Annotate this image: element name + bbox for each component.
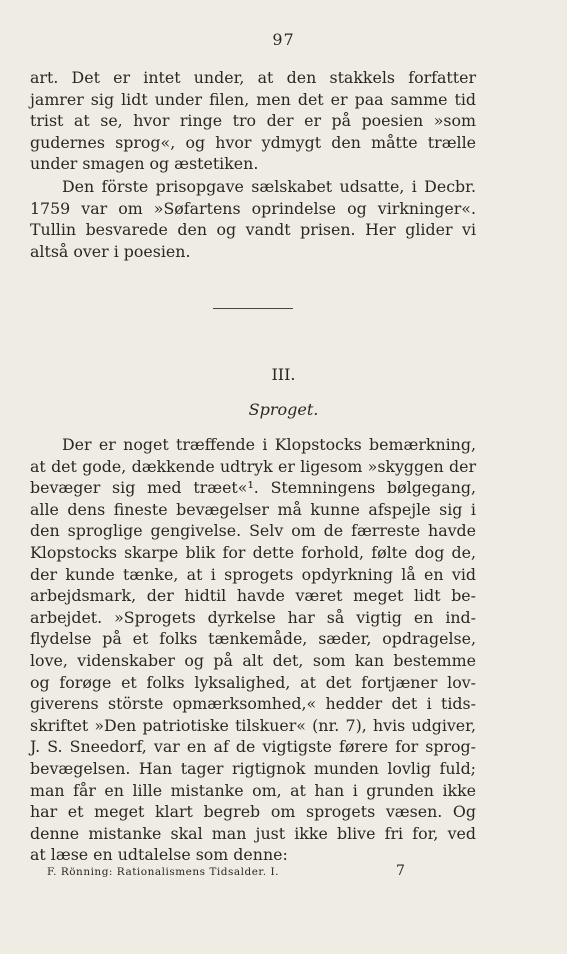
text-line: Klopstocks skarpe blik for dette forhold, følte dog de, (30, 542, 476, 562)
text-line: bevægelsen. Han tager rigtignok munden lovlig fuld; (30, 758, 476, 778)
text-line: bevæger sig med træet«¹. Stemningens bølgegang, (30, 478, 476, 498)
text-line: giverens störste opmærksomhed,« hedder det i tids- (30, 694, 476, 714)
text-line: love, videnskaber og på alt det, som kan bestemme (30, 650, 476, 670)
section-separator (213, 308, 293, 309)
section-body (30, 434, 476, 866)
text-line: altså over i poesien. (30, 241, 191, 261)
text-line: J. S. Sneedorf, var en af de vigtigste førere for sprog- (30, 737, 476, 757)
text-line: der kunde tænke, at i sprogets opdyrkning lå en vid (30, 564, 476, 584)
text-line: denne mistanke skal man just ikke blive fri for, ved (30, 823, 476, 843)
text-line: arbejdsmark, der hidtil havde været meget lidt be- (30, 586, 476, 606)
text-line: at det gode, dækkende udtryk er ligesom »skyggen der (30, 456, 476, 476)
text-line: at læse en udtalelse som denne: (30, 845, 288, 865)
text-line: man får en lille mistanke om, at han i grunden ikke (30, 780, 476, 800)
text-line: har et meget klart begreb om sprogets væsen. Og (30, 802, 476, 822)
intro-paragraph (30, 67, 476, 175)
footer-sheet-number: 7 (396, 863, 405, 879)
section-number: III. (271, 365, 296, 384)
text-line: art. Det er intet under, at den stakkels forfatter (30, 68, 476, 87)
section-title: Sproget. (248, 400, 319, 419)
text-line: trist at se, hvor ringe tro der er på poesien »som (30, 111, 476, 131)
text-line: den sproglige gengivelse. Selv om de færreste havde (30, 521, 476, 541)
text-line: gudernes sprog«, og hvor ydmygt den måtte trælle (30, 132, 476, 152)
footer-signature: F. Rönning: Rationalismens Tidsalder. I. (47, 866, 279, 878)
text-line: flydelse på et folks tænkemåde, sæder, opdragelse, (30, 629, 476, 649)
text-line: under smagen og æstetiken. (30, 154, 259, 174)
text-line: arbejdet. »Sprogets dyrkelse har så vigtig en ind- (30, 607, 476, 627)
text-line: 1759 var om »Søfartens oprindelse og virkninger«. (30, 198, 476, 218)
text-line: skriftet »Den patriotiske tilskuer« (nr. 7), hvis udgiver, (30, 715, 476, 735)
text-line: alle dens fineste bevægelser må kunne afspejle sig i (30, 499, 476, 519)
text-line: Tullin besvarede den og vandt prisen. Her glider vi (30, 220, 476, 240)
text-line: og forøge et folks lyksalighed, at det fortjæner lov- (30, 672, 476, 692)
text-line: Der er noget træffende i Klopstocks bemærkning, (62, 435, 476, 454)
second-paragraph (30, 176, 476, 262)
text-line: Den förste prisopgave sælskabet udsatte, i Decbr. (62, 177, 476, 196)
page-number: 97 (272, 30, 295, 49)
text-line: jamrer sig lidt under filen, men det er paa samme tid (30, 89, 476, 109)
